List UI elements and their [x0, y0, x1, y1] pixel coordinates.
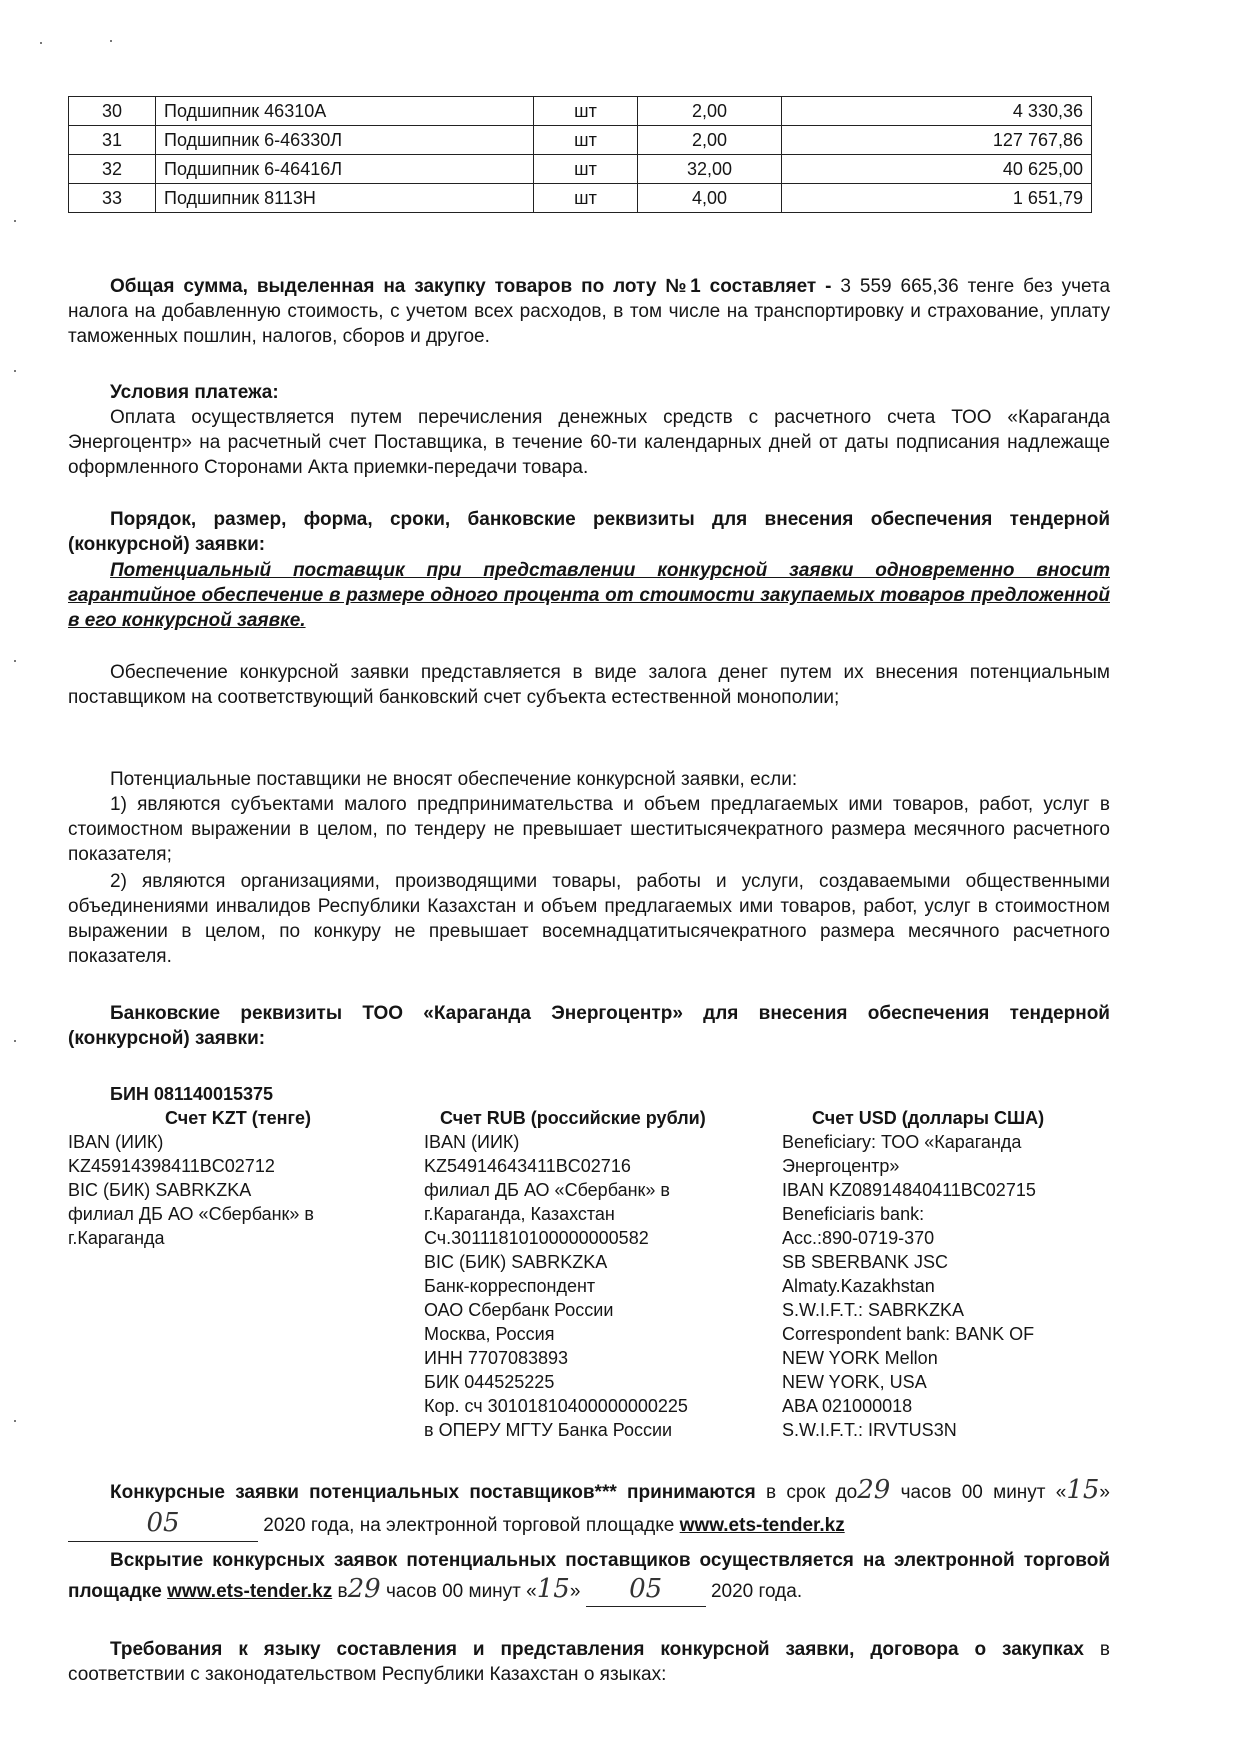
items-table [68, 96, 1092, 213]
row-number: 31 [69, 126, 156, 155]
acceptance-lead: Конкурсные заявки потенциальных поставщиков*** принимаются [110, 1482, 756, 1503]
account-line: Энергоцентр» [782, 1156, 900, 1176]
handwritten-month: 05 [146, 1508, 180, 1538]
item-sum: 1 651,79 [782, 184, 1092, 213]
language-rest: в соответствии с законодательством Республики Казахстан о языках: [68, 1639, 1110, 1685]
account-line: г.Караганда, Казахстан [424, 1204, 615, 1224]
item-quantity: 2,00 [638, 97, 782, 126]
opening-text: в [337, 1581, 348, 1602]
total-lead: Общая сумма, выделенная на закупку товаров по лоту №1 составляет - [110, 276, 832, 297]
item-name: Подшипник 46310А [156, 97, 534, 126]
payment-text: Оплата осуществляется путем перечисления денежных средств с расчетного счета ТОО «Караганда Энергоцентр» на расчетный счет Поставщика, в течение 60-ти календарных дней от даты подписания надлежаще оформленного Сторонами Акта приемки-передачи товара. [68, 407, 1110, 478]
account-kzt [68, 1106, 368, 1250]
account-line: IBAN (ИИК) [424, 1132, 520, 1152]
item-name: Подшипник 8113Н [156, 184, 534, 213]
ets-tender-link[interactable]: www.ets-tender.kz [167, 1581, 333, 1602]
payment-title-text: Условия платежа: [110, 382, 279, 403]
month-blank [586, 1575, 706, 1607]
account-line: г.Караганда [68, 1228, 165, 1248]
item-unit: шт [534, 97, 638, 126]
account-line: филиал ДБ АО «Сбербанк» в [68, 1204, 314, 1224]
item-unit: шт [534, 155, 638, 184]
security-paragraph-2: Потенциальные поставщики не вносят обеспечение конкурсной заявки, если: [110, 769, 798, 790]
account-line: BIC (БИК) SABRKZKA [424, 1252, 608, 1272]
scan-speck [14, 1420, 16, 1422]
account-line: ИНН 7707083893 [424, 1348, 569, 1368]
account-line: ABA 021000018 [782, 1396, 913, 1416]
row-number: 32 [69, 155, 156, 184]
account-line: S.W.I.F.T.: IRVTUS3N [782, 1420, 957, 1440]
scan-speck [14, 370, 16, 372]
acceptance-paragraph [68, 1475, 1110, 1542]
total-amount: 3 559 665,36 [840, 276, 959, 297]
language-paragraph [68, 1637, 1110, 1687]
handwritten-minute: 15 [1066, 1475, 1100, 1505]
account-rub [424, 1106, 764, 1442]
account-rub-header: Счет RUB (российские рубли) [440, 1108, 706, 1128]
item-sum: 127 767,86 [782, 126, 1092, 155]
item-quantity: 2,00 [638, 126, 782, 155]
account-line: Beneficiaris bank: [782, 1204, 925, 1224]
item-unit: шт [534, 126, 638, 155]
account-usd [782, 1106, 1112, 1442]
acceptance-text: минут « [993, 1482, 1067, 1503]
opening-text: » [569, 1581, 581, 1602]
account-usd-header: Счет USD (доллары США) [812, 1108, 1045, 1128]
account-line: Москва, Россия [424, 1324, 555, 1344]
opening-lead: Вскрытие конкурсных заявок потенциальных поставщиков осуществляется на электронной торговой площадке [68, 1550, 1110, 1602]
item-name: Подшипник 6-46416Л [156, 155, 534, 184]
scan-speck [40, 42, 42, 44]
row-number: 33 [69, 184, 156, 213]
account-kzt-header: Счет KZT (тенге) [165, 1108, 311, 1128]
total-paragraph [68, 274, 1110, 349]
table-row [69, 184, 1092, 213]
opening-paragraph [68, 1547, 1110, 1607]
account-line: SB SBERBANK JSC [782, 1252, 949, 1272]
handwritten-hour: 29 [857, 1475, 891, 1505]
account-line: Сч.30111810100000000582 [424, 1228, 649, 1248]
language-lead: Требования к языку составления и представления конкурсной заявки, договора о закупках [110, 1639, 1084, 1660]
account-line: Correspondent bank: BANK OF [782, 1324, 1035, 1344]
item-unit: шт [534, 184, 638, 213]
opening-text: 2020 года. [710, 1581, 803, 1602]
total-rest: тенге без учета налога на добавленную стоимость, с учетом всех расходов, в том числе на транспортировку и страхование, уплату таможенных пошлин, налогов, сборов и другое. [68, 276, 1111, 347]
account-line: NEW YORK, USA [782, 1372, 927, 1392]
bin-number: БИН 081140015375 [110, 1084, 274, 1104]
account-line: Банк-корреспондент [424, 1276, 596, 1296]
bank-title: Банковские реквизиты ТОО «Караганда Энергоцентр» для внесения обеспечения тендерной (конкурсной) заявки: [68, 1003, 1110, 1049]
payment-title [110, 380, 1110, 405]
scan-speck [110, 40, 112, 42]
account-line: Beneficiary: ТОО «Караганда [782, 1132, 1022, 1152]
account-line: S.W.I.F.T.: SABRKZKA [782, 1300, 965, 1320]
scan-speck [14, 1040, 16, 1042]
account-line: ОАО Сбербанк России [424, 1300, 614, 1320]
item-name: Подшипник 6-46330Л [156, 126, 534, 155]
security-title: Порядок, размер, форма, сроки, банковские реквизиты для внесения обеспечения тендерной (конкурсной) заявки: [68, 509, 1110, 555]
table-row [69, 126, 1092, 155]
scan-speck [14, 660, 16, 662]
month-blank [68, 1508, 258, 1542]
security-emphasis: Потенциальный поставщик при представлении конкурсной заявки одновременно вносит гарантийное обеспечение в размере одного процента от стоимости закупаемых товаров предложенной в его конкурсной заявке. [68, 560, 1110, 631]
opening-text: часов 00 минут « [385, 1581, 537, 1602]
acceptance-text: часов 00 [900, 1482, 983, 1503]
handwritten-month: 05 [629, 1574, 663, 1604]
account-line: в ОПЕРУ МГТУ Банка России [424, 1420, 673, 1440]
item-sum: 4 330,36 [782, 97, 1092, 126]
item-quantity: 4,00 [638, 184, 782, 213]
account-line: БИК 044525225 [424, 1372, 555, 1392]
scan-speck [14, 220, 16, 222]
security-paragraph-1: Обеспечение конкурсной заявки представляется в виде залога денег путем их внесения потенциальным поставщиком на соответствующий банковский счет субъекта естественной монополии; [68, 662, 1110, 708]
account-line: IBAN KZ08914840411BC02715 [782, 1180, 1036, 1200]
handwritten-hour: 29 [347, 1574, 381, 1604]
account-line: Almaty.Kazakhstan [782, 1276, 935, 1296]
acceptance-text: » [1099, 1482, 1110, 1503]
account-line: KZ45914398411BC02712 [68, 1156, 275, 1176]
account-line: IBAN (ИИК) [68, 1132, 164, 1152]
account-line: NEW YORK Mellon [782, 1348, 938, 1368]
table-row [69, 97, 1092, 126]
acceptance-text: в срок до [766, 1482, 858, 1503]
account-line: BIC (БИК) SABRKZKA [68, 1180, 252, 1200]
account-line: KZ54914643411BC02716 [424, 1156, 631, 1176]
ets-tender-link[interactable]: www.ets-tender.kz [679, 1515, 845, 1536]
row-number: 30 [69, 97, 156, 126]
acceptance-text: 2020 года, на электронной торговой площадке [263, 1515, 675, 1536]
exemption-item-2: 2) являются организациями, производящими товары, работы и услуги, создаваемыми общественными объединениями инвалидов Республики Казахстан и объем предлагаемых ими товаров, работ, услуг в стоимостном выражении в целом, по конкуру не превышает восемнадцатитысячекратного размера месячного расчетного показателя. [68, 871, 1110, 967]
handwritten-minute: 15 [536, 1574, 570, 1604]
account-line: филиал ДБ АО «Сбербанк» в [424, 1180, 670, 1200]
account-line: Acc.:890-0719-370 [782, 1228, 935, 1248]
item-sum: 40 625,00 [782, 155, 1092, 184]
table-row [69, 155, 1092, 184]
account-line: Кор. сч 30101810400000000225 [424, 1396, 688, 1416]
item-quantity: 32,00 [638, 155, 782, 184]
exemption-item-1: 1) являются субъектами малого предпринимательства и объем предлагаемых ими товаров, работ, услуг в стоимостном выражении в целом, по тендеру не превышает шеститысячекратного размера месячного расчетного показателя; [68, 794, 1110, 865]
